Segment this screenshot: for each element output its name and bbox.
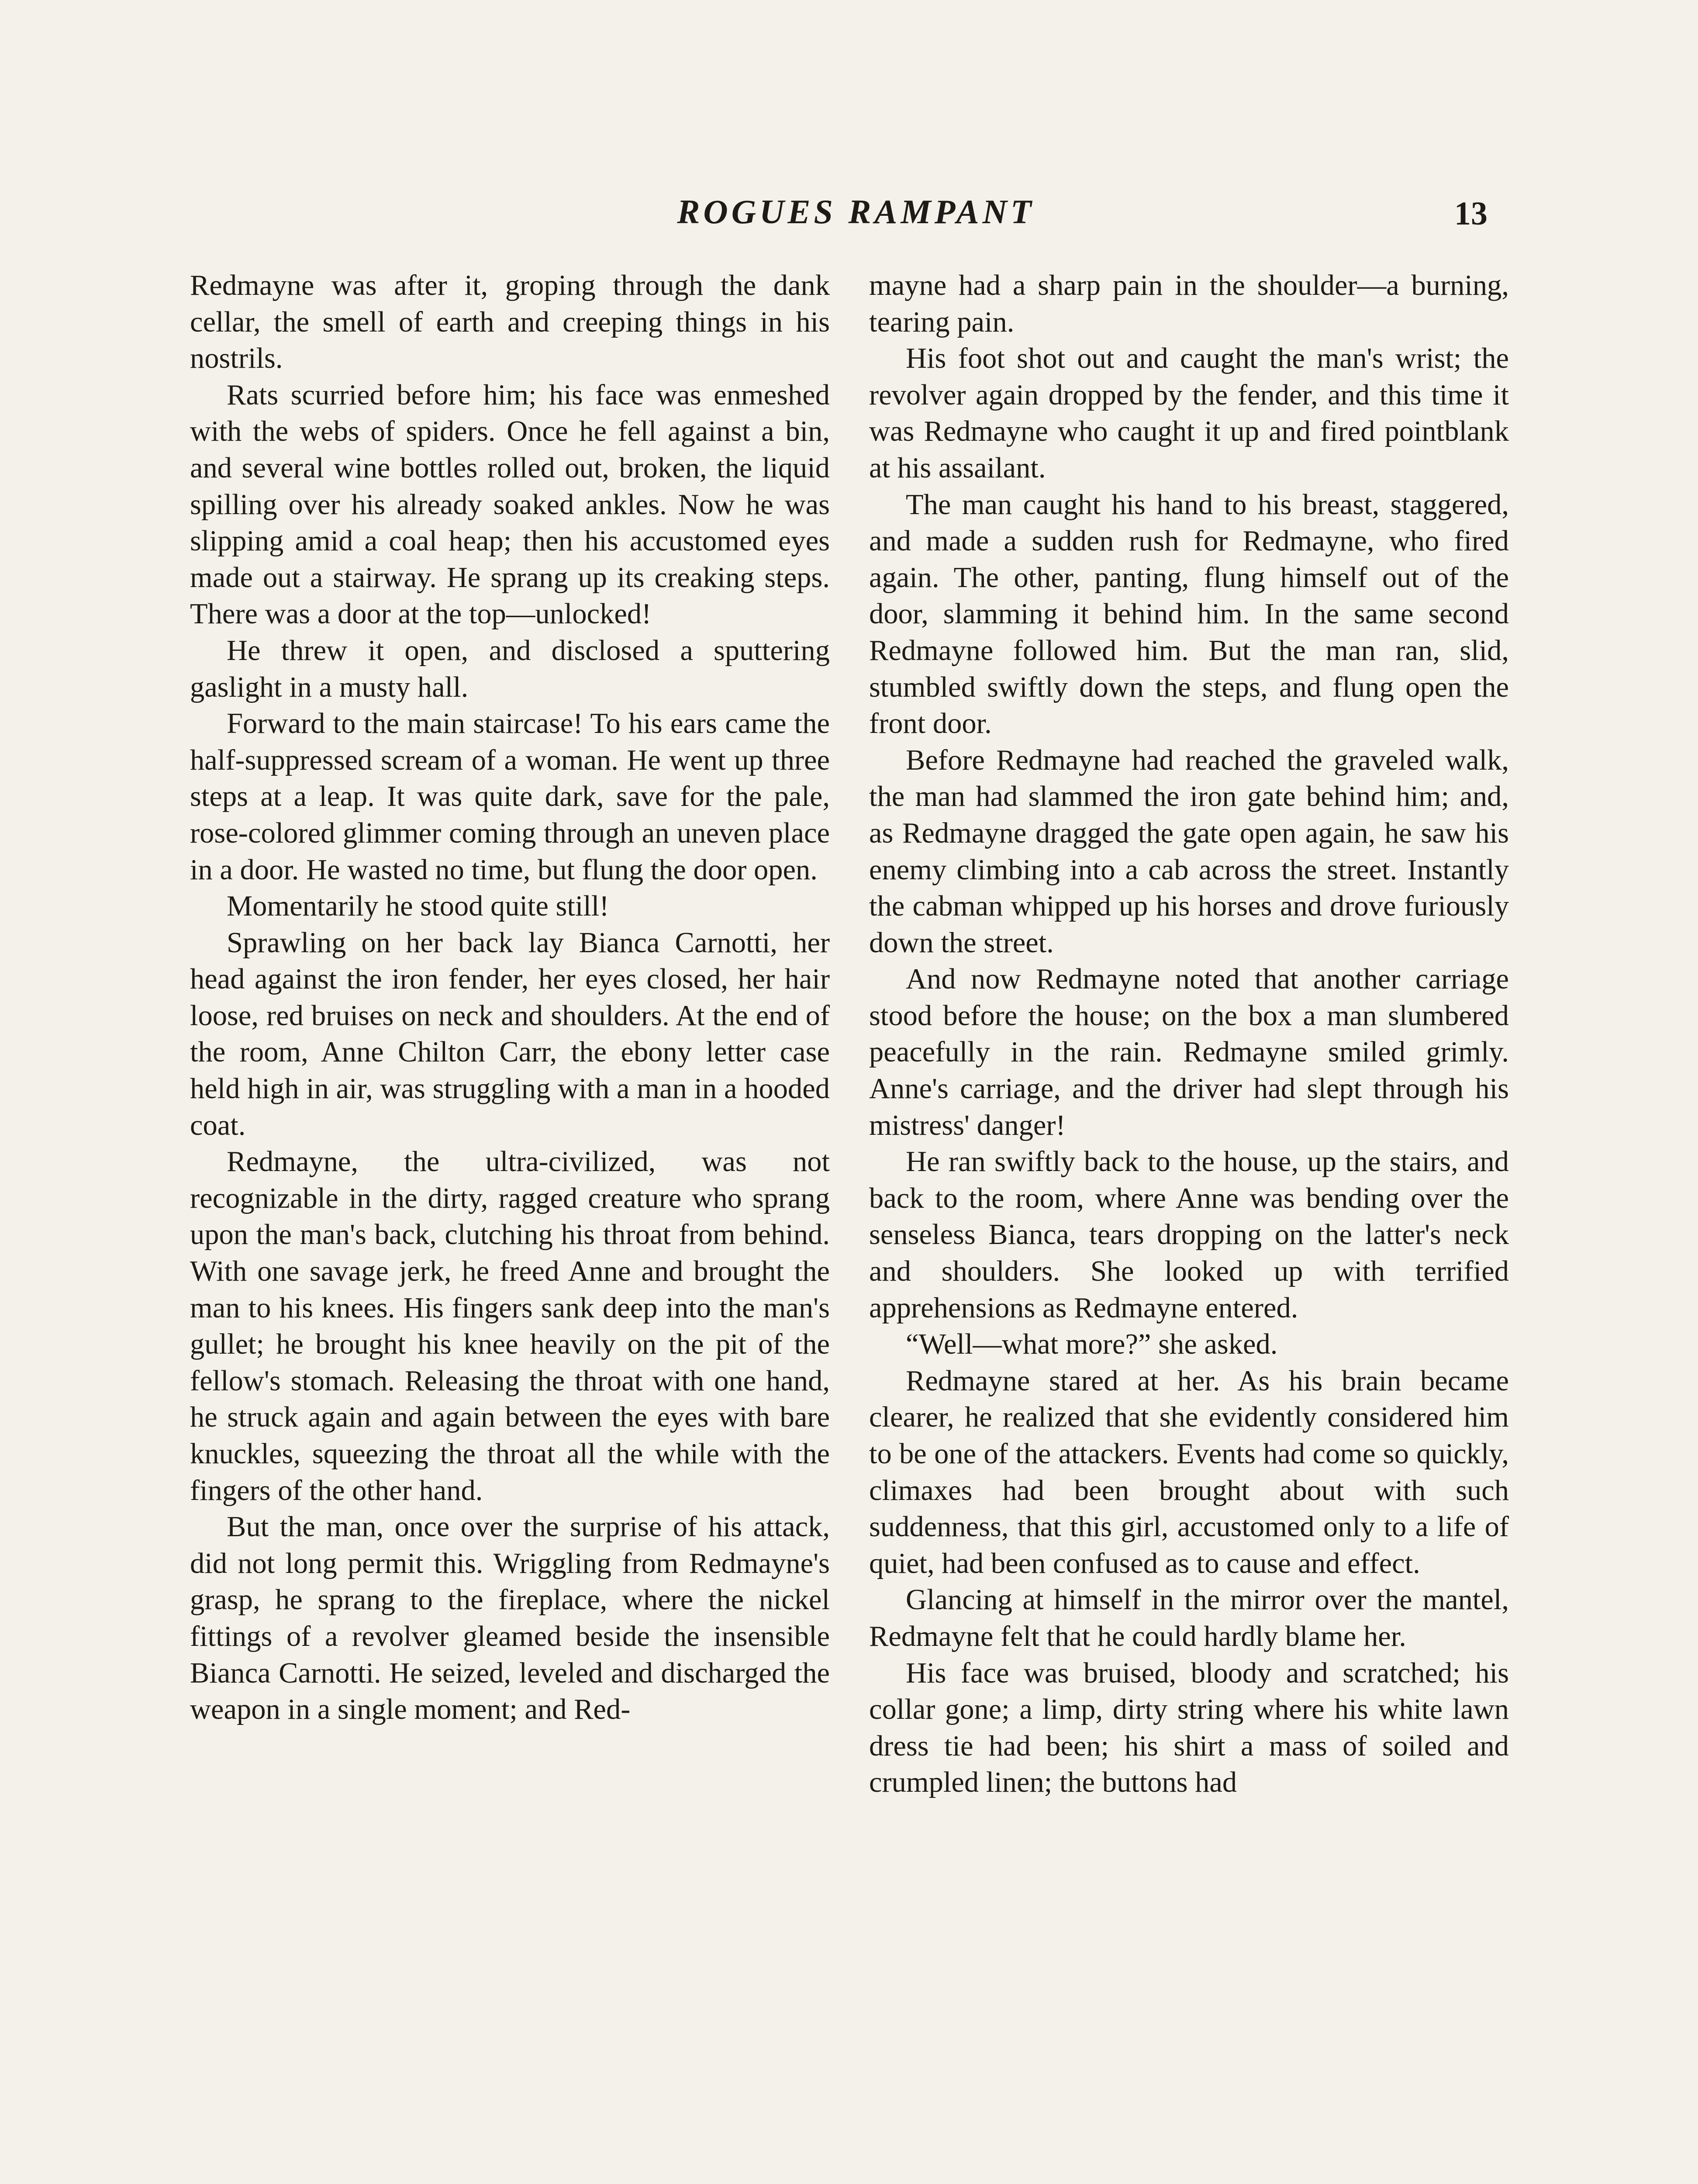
paragraph: Before Redmayne had reached the graveled walk, the man had slammed the iron gate behind him; and, as Redmayne dragged the gate open again, he saw his enemy climbing into a cab across the street. Instantly the cabman whipped up his horses and drove furiously down the street. xyxy=(869,744,1509,959)
right-column xyxy=(869,267,1509,1801)
paragraph: Forward to the main staircase! To his ears came the half-suppressed scream of a woman. He went up three steps at a leap. It was quite dark, save for the pale, rose-colored glimmer coming through an uneven place in a door. He wasted no time, but flung the door open. xyxy=(190,708,830,886)
paragraph: Glancing at himself in the mirror over the mantel, Redmayne felt that he could hardly blame her. xyxy=(869,1584,1509,1652)
paragraph: His face was bruised, bloody and scratched; his collar gone; a limp, dirty string where his white lawn dress tie had been; his shirt a mass of soiled and crumpled linen; the buttons had xyxy=(869,1657,1509,1799)
paragraph: Momentarily he stood quite still! xyxy=(227,890,609,923)
paragraph: But the man, once over the surprise of his attack, did not long permit this. Wriggling from Redmayne's grasp, he sprang to the fireplace, where the nickel fittings of a revolver gleamed beside the insensible Bianca Carnotti. He seized, leveled and discharged the weapon in a single moment; and Red- xyxy=(190,1511,830,1726)
paragraph: Redmayne stared at her. As his brain became clearer, he realized that she evidently considered him to be one of the attackers. Events had come so quickly, climaxes had been brought about with such suddenness, that this girl, accustomed only to a life of quiet, had been confused as to cause and effect. xyxy=(869,1365,1509,1579)
paragraph: He threw it open, and disclosed a sputtering gaslight in a musty hall. xyxy=(190,634,830,703)
paragraph: His foot shot out and caught the man's wrist; the revolver again dropped by the fender, and this time it was Redmayne who caught it up and fired pointblank at his assailant. xyxy=(869,342,1509,484)
paragraph: He ran swiftly back to the house, up the stairs, and back to the room, where Anne was bending over the senseless Bianca, tears dropping on the latter's neck and shoulders. She looked up with terrified apprehensions as Redmayne entered. xyxy=(869,1146,1509,1324)
paragraph: mayne had a sharp pain in the shoulder—a burning, tearing pain. xyxy=(869,270,1509,338)
paragraph: The man caught his hand to his breast, staggered, and made a sudden rush for Redmayne, who fired again. The other, panting, flung himself out of the door, slamming it behind him. In the same second Redmayne followed him. But the man ran, slid, stumbled swiftly down the steps, and flung open the front door. xyxy=(869,488,1509,740)
running-title: ROGUES RAMPANT xyxy=(677,193,1035,231)
page-header xyxy=(0,192,1698,240)
paragraph: Redmayne, the ultra-civilized, was not recognizable in the dirty, ragged creature who sprang upon the man's back, clutching his throat from behind. With one savage jerk, he freed Anne and brought the man to his knees. His fingers sank deep into the man's gullet; he brought his knee heavily on the pit of the fellow's stomach. Releasing the throat with one hand, he struck again and again between the eyes with bare knuckles, squeezing the throat all the while with the fingers of the other hand. xyxy=(190,1146,830,1507)
page-number: 13 xyxy=(1454,195,1487,232)
paragraph: Redmayne was after it, groping through the dank cellar, the smell of earth and creeping things in his nostrils. xyxy=(190,270,830,375)
paragraph: “Well—what more?” she asked. xyxy=(906,1328,1278,1361)
paragraph: And now Redmayne noted that another carriage stood before the house; on the box a man slumbered peacefully in the rain. Redmayne smiled grimly. Anne's carriage, and the driver had slept through his mistress' danger! xyxy=(869,963,1509,1141)
paragraph: Sprawling on her back lay Bianca Carnotti, her head against the iron fender, her eyes closed, her hair loose, red bruises on neck and shoulders. At the end of the room, Anne Chilton Carr, the ebony letter case held high in air, was struggling with a man in a hooded coat. xyxy=(190,926,830,1141)
paragraph: Rats scurried before him; his face was enmeshed with the webs of spiders. Once he fell against a bin, and several wine bottles rolled out, broken, the liquid spilling over his already soaked ankles. Now he was slipping amid a coal heap; then his accustomed eyes made out a stairway. He sprang up its creaking steps. There was a door at the top—unlocked! xyxy=(190,379,830,630)
left-column xyxy=(190,267,830,1728)
